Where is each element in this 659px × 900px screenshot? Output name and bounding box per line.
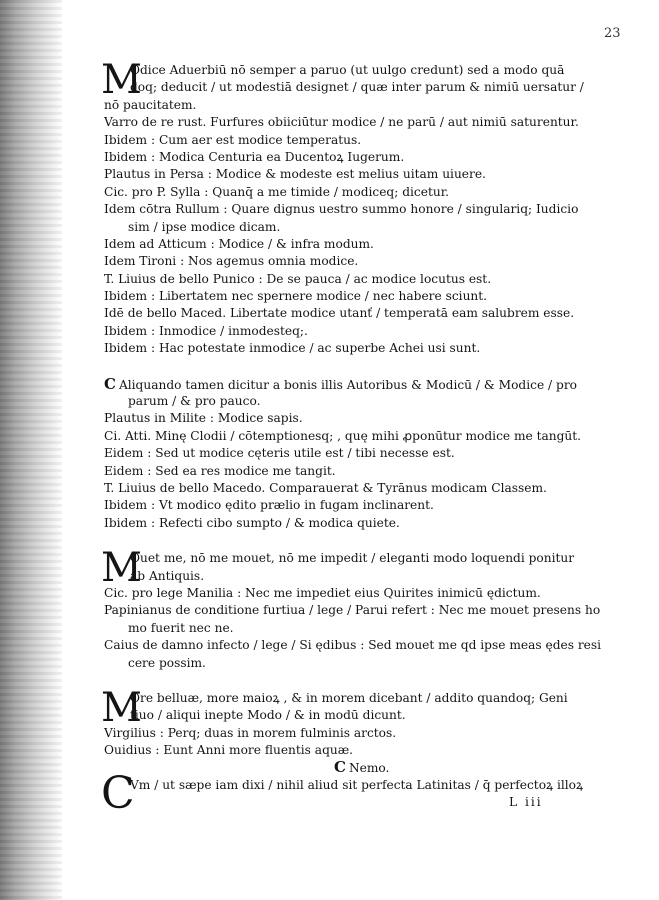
text-line: Ibidem : Vt modico ędito prælio in fugam inclinarent. bbox=[104, 498, 434, 513]
drop-cap-m: M bbox=[101, 684, 142, 731]
text-line: Ouidius : Eunt Anni more fluentis aquæ. bbox=[104, 743, 354, 758]
text-line: T. Liuius de bello Punico : De se pauca / ac modice locutus est. bbox=[104, 271, 492, 286]
pilcrow-mark: C bbox=[334, 758, 346, 777]
page-number-mark: 23 bbox=[604, 26, 621, 41]
text-line: Ibidem : Refecti cibo sumpto / & modica quiete. bbox=[104, 515, 400, 530]
text-line: Eidem : Sed ut modice cęteris utile est / tibi necesse est. bbox=[104, 446, 455, 461]
signature-mark: L iii bbox=[509, 795, 543, 810]
text-line bbox=[104, 376, 604, 393]
text-line: doq; deducit / ut modestiā designet / quæ inter parum & nimiū uersatur / bbox=[130, 80, 584, 95]
text-line: sim / ipse modice dicam. bbox=[128, 219, 281, 234]
text-line: Idem Tironi : Nos agemus omnia modice. bbox=[104, 254, 359, 269]
paragraph-more bbox=[101, 684, 604, 760]
text-line: Cic. pro lege Manilia : Nec me impediet eius Quirites inimicū ędictum. bbox=[104, 585, 541, 600]
text-line: Varro de re rust. Furfures obiiciūtur modice / ne parū / aut nimiū saturentur. bbox=[104, 115, 579, 130]
text-line: Ore belluæ, more maioꝝ , & in morem dicebant / addito quandoq; Geni bbox=[130, 690, 568, 705]
text-line: Cic. pro P. Sylla : Quanq̄ a me timide / modiceq; dicetur. bbox=[104, 184, 450, 199]
text-line: parum / & pro pauco. bbox=[128, 394, 261, 409]
text-line: Ibidem : Inmodice / inmodesteq;. bbox=[104, 323, 308, 338]
text-line-content: Aliquando tamen dicitur a bonis illis Autoribus & Modicū / & Modice / pro bbox=[118, 377, 577, 392]
text-line: Odice Aduerbiū nō semper a paruo (ut uulgo credunt) sed a modo quā bbox=[130, 63, 565, 77]
binding-gutter-shadow bbox=[0, 0, 62, 900]
drop-cap-c: C bbox=[101, 767, 135, 819]
text-line: Eidem : Sed ea res modice me tangit. bbox=[104, 463, 336, 478]
text-line: Plautus in Persa : Modice & modeste est melius uitam uiuere. bbox=[104, 167, 486, 182]
text-line: T. Liuius de bello Macedo. Comparauerat & Tyrānus modicam Classem. bbox=[104, 480, 547, 495]
text-line: Vm / ut sæpe iam dixi / nihil aliud sit perfecta Latinitas / q̄ perfectoꝝ illoꝝ bbox=[130, 777, 584, 792]
text-line: tiuo / aliqui inepte Modo / & in modū dicunt. bbox=[130, 708, 406, 723]
paragraph-aliquando bbox=[104, 376, 604, 533]
paragraph-gap bbox=[104, 672, 604, 690]
text-line: Caius de damno infecto / lege / Si ędibus : Sed mouet me qd ipse meas ędes resi bbox=[104, 638, 602, 653]
text-line: Plautus in Milite : Modice sapis. bbox=[104, 411, 303, 426]
text-line: Ouet me, nō me mouet, nō me impedit / eleganti modo loquendi ponitur bbox=[130, 551, 575, 566]
text-line: Ibidem : Cum aer est modice temperatus. bbox=[104, 132, 362, 147]
text-line: Idē de bello Maced. Libertate modice utanť / temperatā eam salubrem esse. bbox=[104, 306, 575, 321]
pilcrow-mark: C bbox=[104, 374, 116, 393]
text-line: ab Antiquis. bbox=[130, 568, 205, 583]
text-line: Ci. Atti. Minę Clodii / cōtemptionesq; , quę mihi ꝓponūtur modice me tangūt. bbox=[104, 428, 582, 443]
paragraph-gap bbox=[104, 358, 604, 376]
text-line: Ibidem : Libertatem nec spernere modice / nec habere sciunt. bbox=[104, 289, 488, 304]
drop-cap-m: M bbox=[101, 57, 142, 103]
heading-text: Nemo. bbox=[348, 761, 390, 776]
text-line: Ibidem : Modica Centuria ea Ducentoꝝ Iugerum. bbox=[104, 149, 405, 164]
text-line: mo fuerit nec ne. bbox=[128, 620, 234, 635]
text-line: nō paucitatem. bbox=[104, 97, 197, 112]
text-line: Virgilius : Perq; duas in morem fulminis arctos. bbox=[104, 725, 397, 740]
paragraph-mouet bbox=[101, 545, 604, 672]
text-line: Papinianus de conditione furtiua / lege / Parui refert : Nec me mouet presens ho bbox=[104, 603, 601, 618]
text-line: Ibidem : Hac potestate inmodice / ac superbe Achei usi sunt. bbox=[104, 341, 481, 356]
drop-cap-m: M bbox=[101, 545, 142, 592]
text-line: Idem cōtra Rullum : Quare dignus uestro summo honore / singulariq; Iudicio bbox=[104, 202, 579, 217]
text-line: cere possim. bbox=[128, 655, 206, 670]
text-block bbox=[101, 57, 604, 819]
text-line: Idem ad Atticum : Modice / & infra modum. bbox=[104, 236, 374, 251]
section-heading-nemo bbox=[104, 759, 604, 776]
paragraph-gap bbox=[104, 532, 604, 550]
paragraph-modice bbox=[101, 57, 604, 358]
